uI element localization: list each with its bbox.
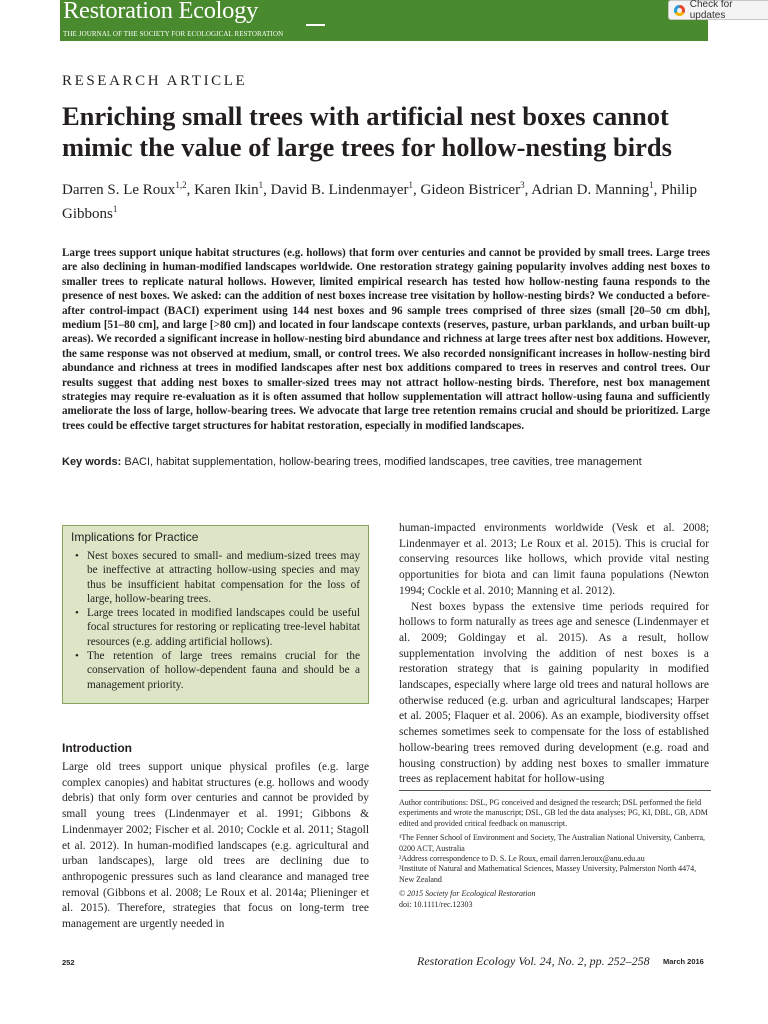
running-footer: Restoration Ecology Vol. 24, No. 2, pp. 252–258	[417, 954, 650, 968]
author-name: David B. Lindenmayer	[270, 182, 409, 198]
implications-heading: Implications for Practice	[71, 530, 199, 544]
right-column	[399, 521, 709, 788]
journal-name: Restoration Ecology	[63, 0, 259, 24]
correspondence: ²Address correspondence to D. S. Le Roux, email darren.leroux@anu.edu.au	[399, 854, 645, 864]
article-type: RESEARCH ARTICLE	[62, 73, 248, 89]
author-affiliation: 1	[408, 180, 414, 190]
author-name: Gideon Bistricer	[420, 182, 521, 198]
author-affiliation: 1	[112, 204, 118, 214]
author-name: Adrian D. Manning	[531, 182, 650, 198]
author-affiliation: 1,2	[175, 180, 187, 190]
implications-list	[71, 549, 360, 692]
body-paragraph: Nest boxes bypass the extensive time periods required for hollows to form naturally as trees age and senesce (Lindenmayer et al. 2009; Goldingay et al. 2015). As a result, hollow supplementation involving the addition of nest boxes is a restoration strategy that is gaining popularity in modified landscapes, especially where large old trees and natural hollows are otherwise reduced (e.g. urban and agricultural landscapes; Harper et al. 2005; Flaquer et al. 2006). As an example, biodiversity offset schemes sometimes seek to compensate for the loss of established hollow-bearing trees removed during development (e.g. road and housing construction) by adding nest boxes to smaller immature trees as replacement habitat for hollow-using	[399, 600, 709, 786]
introduction-heading: Introduction	[62, 741, 132, 755]
author-name: Karen Ikin	[194, 182, 259, 198]
implications-box	[62, 525, 369, 704]
copyright: © 2015 Society for Ecological Restoration	[399, 889, 536, 899]
implication-item: • Large trees located in modified landscapes could be useful focal structures for restoring or replicating tree-level habitat resources (e.g. adding artificial hollows).	[87, 606, 360, 649]
journal-subtitle: THE JOURNAL OF THE SOCIETY FOR ECOLOGICAL RESTORATION	[63, 30, 284, 38]
doi: doi: 10.1111/rec.12303	[399, 899, 473, 909]
keywords	[62, 456, 642, 468]
implication-item: • Nest boxes secured to small- and medium-sized trees may be ineffective at attracting hollow-using species and may thus be insufficient habitat compensation for the loss of large, hollow-bearing trees.	[87, 549, 360, 606]
journal-banner	[60, 0, 708, 41]
footnote-divider	[399, 790, 711, 791]
check-for-updates-label: Check for updates	[689, 0, 733, 21]
author-name: Darren S. Le Roux	[62, 182, 176, 198]
issue-date: March 2016	[663, 957, 704, 966]
footnotes	[399, 798, 711, 914]
keywords-text: BACI, habitat supplementation, hollow-bearing trees, modified landscapes, tree cavities, tree management	[124, 456, 642, 468]
affiliation-1: ¹The Fenner School of Environment and Society, The Australian National University, Canberra, 0200 ACT, Australia	[399, 833, 706, 853]
keywords-label: Key words:	[62, 456, 122, 468]
article-title: Enriching small trees with artificial nest boxes cannot mimic the value of large trees for hollow-nesting birds	[62, 101, 672, 162]
author-list: Darren S. Le Roux$^{1,2}$, Karen Ikin$^1$, David B. Lindenmayer$^1$, Gideon Bistricer$^3$, Adrian D. Manning$^1$, Philip Gibbons$^1$	[62, 180, 698, 222]
page-number: 252	[62, 958, 75, 967]
abstract: Large trees support unique habitat structures (e.g. hollows) that form over centuries and cannot be provided by small trees. Large trees are also declining in human-modified landscapes worldwide. One restoration strategy gaining popularity involves adding nest boxes to smaller trees to replicate natural hollows. However, limited empirical research has tested how hollow-nesting fauna responds to the presence of nest boxes. We asked: can the addition of nest boxes increase tree visitation by hollow-nesting birds? We conducted a before-after control-impact (BACI) experiment using 144 nest boxes and 96 sample trees comprised of three sizes (small [20–50 cm dbh], medium [51–80 cm], and large [>80 cm]) and located in four landscape contexts (reserves, pasture, urban parklands, and urban built-up areas). We recorded a significant increase in hollow-nesting bird abundance and richness at large trees after nest box additions. However, the same response was not observed at medium, small, or control trees. We also recorded nonsignificant increases in hollow-nesting bird abundance and richness at trees in modified landscapes after nest box additions compared to trees in reserves and control trees. Our results suggest that adding nest boxes to smaller-sized trees may not attract hollow-nesting birds. Therefore, nest box management strategies may require re-evaluation as it is often assumed that hollow supplementation will attract hollow-using fauna and sufficiently ameliorate the loss of large, hollow-bearing trees. We advocate that large tree retention remains crucial and should be prioritized. Large trees could be effective target structures for habitat restoration, especially in modified landscapes.	[62, 247, 710, 432]
implication-item: • The retention of large trees remains crucial for the conservation of hollow-dependent fauna and should be a management priority.	[87, 649, 360, 692]
affiliation-3: ³Institute of Natural and Mathematical Sciences, Massey University, Palmerston North 4474, New Zealand	[399, 864, 697, 884]
check-for-updates-button[interactable]	[668, 0, 768, 20]
crossmark-icon	[674, 5, 685, 16]
banner-underline	[306, 24, 325, 26]
author-affiliation: 1	[258, 180, 264, 190]
author-affiliation: 3	[520, 180, 525, 190]
author-name: Philip Gibbons	[62, 182, 698, 222]
introduction-text: Large old trees support unique physical profiles (e.g. large complex canopies) and habitat structures (e.g. hollows and woody debris) that only form over centuries and cannot be provided by small young trees (Lindenmayer et al. 1991; Gibbons & Lindenmayer 2002; Fischer et al. 2010; Cockle et al. 2011; Stagoll et al. 2012). In human-modified landscapes (e.g. agricultural and urban landscapes), large old trees are declining due to anthropogenic pressures such as land clearance and managed tree removal (Gibbons et al. 2008; Le Roux et al. 2014a; Plieninger et al. 2015). Therefore, strategies that focus on long-term tree management are urgently needed in	[62, 761, 369, 931]
author-affiliation: 1	[649, 180, 654, 190]
author-contributions: Author contributions: DSL, PG conceived and designed the research; DSL performed the field experiments and wrote the manuscript; DSL, GB led the data analyses; PG, KI, DBL, GB, ADM edited and provided critical feedback on manuscript.	[399, 798, 708, 828]
body-paragraph: human-impacted environments worldwide (Vesk et al. 2008; Lindenmayer et al. 2013; Le Roux et al. 2015). This is crucial for conserving resources like hollows, which provide vital nesting opportunities for biota and can limit fauna populations (Newton 1994; Cockle et al. 2010; Manning et al. 2012).	[399, 522, 709, 597]
